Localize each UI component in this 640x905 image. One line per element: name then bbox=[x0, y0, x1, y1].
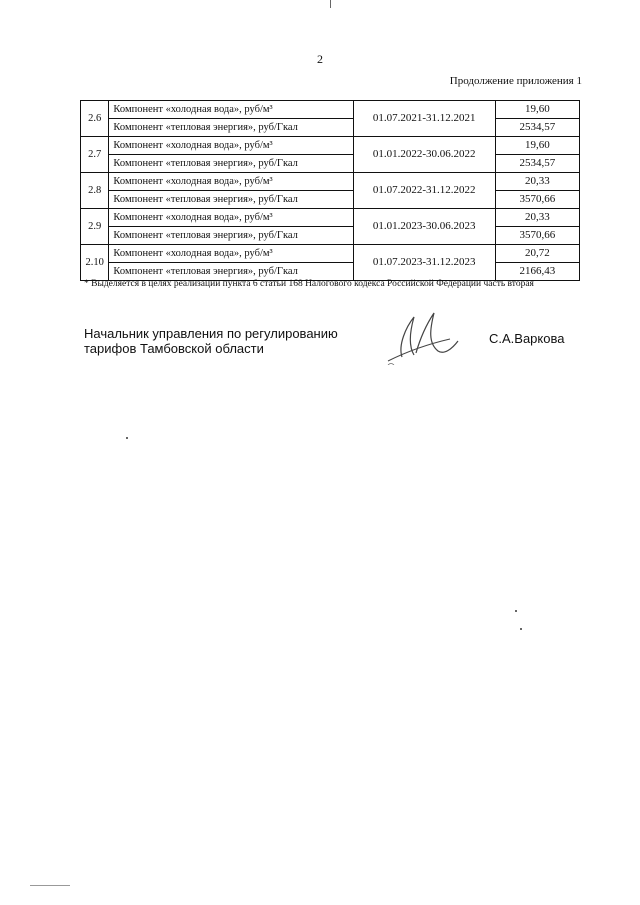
value-cell: 19,60 bbox=[495, 137, 579, 155]
table-row bbox=[81, 227, 580, 245]
table-row bbox=[81, 137, 580, 155]
period-cell: 01.07.2023-31.12.2023 bbox=[353, 245, 495, 281]
table-row bbox=[81, 119, 580, 137]
component-cell: Компонент «тепловая энергия», руб/Гкал bbox=[109, 227, 353, 245]
value-cell: 3570,66 bbox=[495, 191, 579, 209]
row-index: 2.10 bbox=[81, 245, 109, 281]
period-cell: 01.01.2022-30.06.2022 bbox=[353, 137, 495, 173]
component-cell: Компонент «холодная вода», руб/м³ bbox=[109, 137, 353, 155]
component-cell: Компонент «тепловая энергия», руб/Гкал bbox=[109, 155, 353, 173]
tariff-table bbox=[80, 100, 580, 281]
signer-position-line: Начальник управления по регулированию bbox=[84, 326, 338, 341]
table-row bbox=[81, 209, 580, 227]
table-row bbox=[81, 191, 580, 209]
table-row bbox=[81, 155, 580, 173]
value-cell: 20,33 bbox=[495, 209, 579, 227]
row-index: 2.7 bbox=[81, 137, 109, 173]
value-cell: 2534,57 bbox=[495, 155, 579, 173]
row-index: 2.9 bbox=[81, 209, 109, 245]
scan-mark bbox=[330, 0, 331, 8]
value-cell: 2534,57 bbox=[495, 119, 579, 137]
row-index: 2.6 bbox=[81, 101, 109, 137]
handwritten-signature bbox=[380, 305, 470, 365]
signer-position-line: тарифов Тамбовской области bbox=[84, 341, 264, 356]
value-cell: 2166,43 bbox=[495, 263, 579, 281]
component-cell: Компонент «тепловая энергия», руб/Гкал bbox=[109, 191, 353, 209]
table-row bbox=[81, 245, 580, 263]
signer-position bbox=[84, 326, 338, 356]
period-cell: 01.01.2023-30.06.2023 bbox=[353, 209, 495, 245]
value-cell: 20,72 bbox=[495, 245, 579, 263]
scan-mark bbox=[126, 437, 128, 439]
component-cell: Компонент «холодная вода», руб/м³ bbox=[109, 209, 353, 227]
component-cell: Компонент «тепловая энергия», руб/Гкал bbox=[109, 119, 353, 137]
component-cell: Компонент «тепловая энергия», руб/Гкал bbox=[109, 263, 353, 281]
footnote: * Выделяется в целях реализации пункта 6 статьи 168 Налогового кодекса Российской Федерации часть вторая bbox=[84, 279, 534, 289]
table-row bbox=[81, 173, 580, 191]
scan-mark bbox=[30, 885, 70, 886]
component-cell: Компонент «холодная вода», руб/м³ bbox=[109, 101, 353, 119]
value-cell: 3570,66 bbox=[495, 227, 579, 245]
value-cell: 19,60 bbox=[495, 101, 579, 119]
period-cell: 01.07.2021-31.12.2021 bbox=[353, 101, 495, 137]
signer-name: С.А.Варкова bbox=[489, 331, 565, 346]
component-cell: Компонент «холодная вода», руб/м³ bbox=[109, 173, 353, 191]
period-cell: 01.07.2022-31.12.2022 bbox=[353, 173, 495, 209]
appendix-note: Продолжение приложения 1 bbox=[449, 75, 582, 87]
scan-mark bbox=[515, 610, 517, 612]
table-row bbox=[81, 101, 580, 119]
value-cell: 20,33 bbox=[495, 173, 579, 191]
row-index: 2.8 bbox=[81, 173, 109, 209]
page-number: 2 bbox=[317, 52, 323, 66]
scan-mark bbox=[520, 628, 522, 630]
component-cell: Компонент «холодная вода», руб/м³ bbox=[109, 245, 353, 263]
